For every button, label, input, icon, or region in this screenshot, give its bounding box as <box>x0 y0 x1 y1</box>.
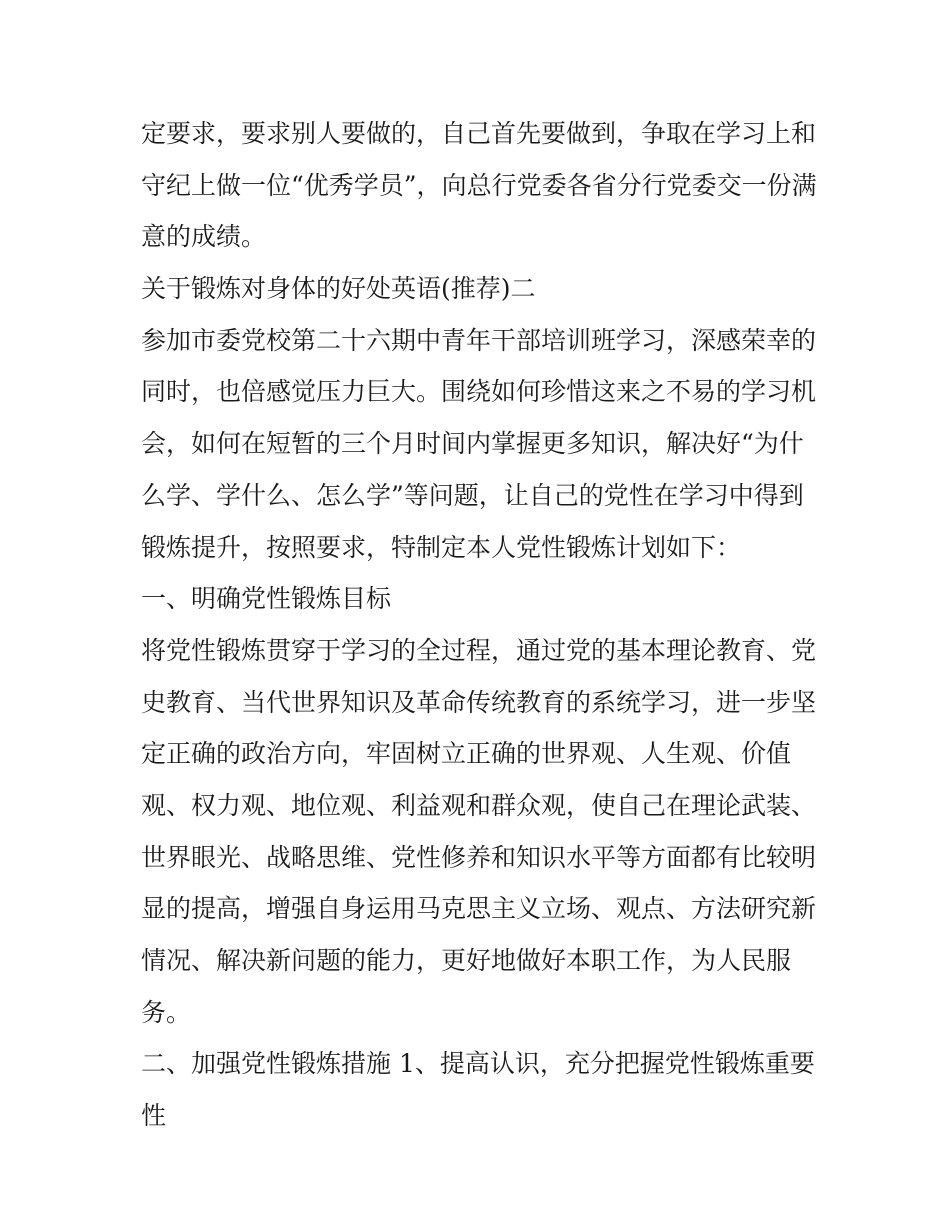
text-line: 会，如何在短暂的三个月时间内掌握更多知识，解决好“为什 <box>141 429 804 459</box>
text-line: 世界眼光、战略思维、党性修养和知识水平等方面都有比较明 <box>141 842 817 872</box>
text-line: 性 <box>141 1101 167 1131</box>
text-line: 显的提高，增强自身运用马克思主义立场、观点、方法研究新 <box>141 894 817 924</box>
text-line: 守纪上做一位“优秀学员”，向总行党委各省分行党委交一份满 <box>141 170 817 200</box>
text-line: 将党性锻炼贯穿于学习的全过程，通过党的基本理论教育、党 <box>141 635 817 665</box>
document-body <box>141 108 821 1142</box>
text-line: 么学、学什么、怎么学”等问题，让自己的党性在学习中得到 <box>141 480 804 510</box>
text-line: 定要求，要求别人要做的，自己首先要做到，争取在学习上和 <box>141 119 817 148</box>
text-line: 情况、解决新问题的能力，更好地做好本职工作，为人民服 <box>141 946 792 975</box>
text-line: 同时，也倍感觉压力巨大。围绕如何珍惜这来之不易的学习机 <box>141 377 817 407</box>
text-line: 参加市委党校第二十六期中青年干部培训班学习，深感荣幸的 <box>141 325 817 355</box>
section-title: 关于锻炼对身体的好处英语(推荐)二 <box>141 274 536 304</box>
text-line: 定正确的政治方向，牢固树立正确的世界观、人生观、价值 <box>141 739 792 769</box>
heading-1: 一、明确党性锻炼目标 <box>141 584 392 614</box>
text-line: 意的成绩。 <box>141 222 267 252</box>
text-line: 观、权力观、地位观、利益观和群众观，使自己在理论武装、 <box>141 790 817 820</box>
text-line: 锻炼提升，按照要求，特制定本人党性锻炼计划如下： <box>141 532 742 562</box>
text-line: 务。 <box>141 997 192 1027</box>
text-line: 史教育、当代世界知识及革命传统教育的系统学习，进一步坚 <box>141 687 817 717</box>
heading-2: 二、加强党性锻炼措施 1、提高认识，充分把握党性锻炼重要 <box>141 1049 815 1079</box>
